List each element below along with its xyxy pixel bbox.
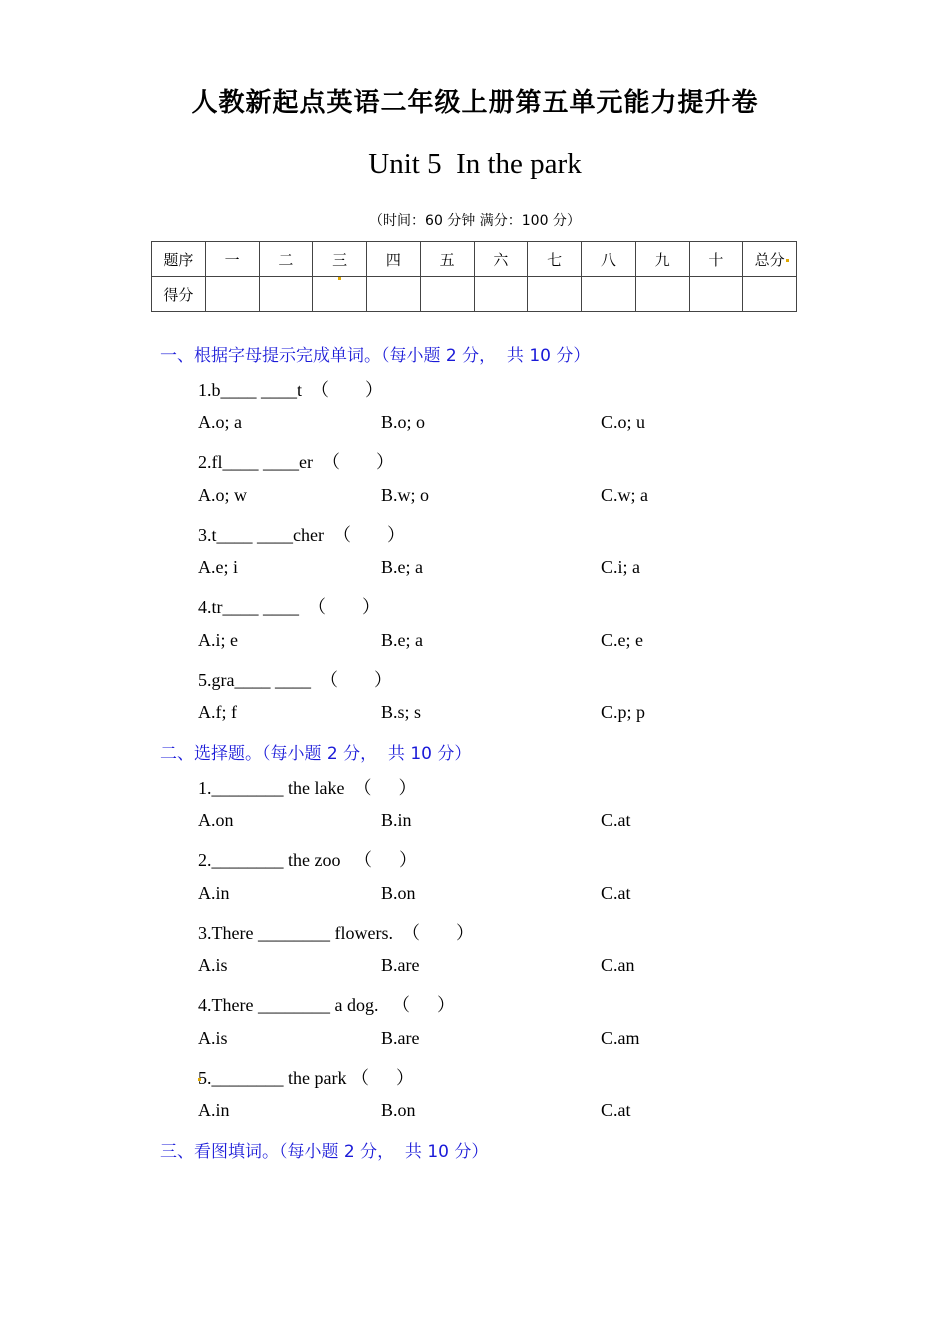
table-cell: 八 <box>582 242 636 277</box>
table-cell: 一 <box>205 242 259 277</box>
option-a: A.is <box>198 1028 228 1048</box>
table-cell: 五 <box>420 242 474 277</box>
question-stem: 3.There ________ flowers. （ ） <box>198 923 474 943</box>
table-cell: 四 <box>367 242 421 277</box>
decorative-dot <box>786 259 789 262</box>
table-cell: 二 <box>259 242 313 277</box>
option-a: A.i; e <box>198 630 238 650</box>
question-stem: 2.________ the zoo （ ） <box>198 850 417 870</box>
question-stem: 2.fl____ ____er （ ） <box>198 452 394 472</box>
option-a: A.e; i <box>198 557 238 577</box>
option-c: C.at <box>601 810 631 830</box>
section-heading: 二、选择题。（每小题 2 分， 共 10 分） <box>160 744 472 764</box>
score-input-cell <box>259 277 313 312</box>
option-a: A.o; w <box>198 485 247 505</box>
option-b: B.w; o <box>381 485 430 505</box>
table-cell: 得分 <box>152 277 206 312</box>
question-stem: 1.b____ ____t （ ） <box>198 380 384 400</box>
table-cell: 六 <box>474 242 528 277</box>
option-a: A.on <box>198 810 234 830</box>
table-cell: 九 <box>635 242 689 277</box>
score-input-cell <box>367 277 421 312</box>
table-cell: 题序 <box>152 242 206 277</box>
option-b: B.o; o <box>381 412 426 432</box>
option-c: C.o; u <box>601 412 646 432</box>
section-heading: 一、根据字母提示完成单词。（每小题 2 分， 共 10 分） <box>160 346 591 366</box>
option-b: B.are <box>381 1028 420 1048</box>
question-stem: 3.t____ ____cher （ ） <box>198 525 405 545</box>
option-b: B.on <box>381 1100 416 1120</box>
score-table-header-row <box>152 242 797 277</box>
score-input-cell <box>743 277 797 312</box>
decorative-dot <box>338 277 341 280</box>
question-stem: 5.gra____ ____ （ ） <box>198 670 392 690</box>
score-input-cell <box>635 277 689 312</box>
option-c: C.e; e <box>601 630 643 650</box>
score-table-score-row <box>152 277 797 312</box>
question-stem: 1.________ the lake （ ） <box>198 778 417 798</box>
table-cell: 三 <box>313 242 367 277</box>
unit-subtitle: Unit 5 In the park <box>368 148 582 180</box>
option-a: A.is <box>198 955 228 975</box>
exam-meta: （时间：60 分钟 满分：100 分） <box>369 213 581 229</box>
score-input-cell <box>689 277 743 312</box>
option-a: A.o; a <box>198 412 242 432</box>
table-cell: 十 <box>689 242 743 277</box>
option-a: A.f; f <box>198 702 237 722</box>
option-a: A.in <box>198 1100 230 1120</box>
option-c: C.an <box>601 955 635 975</box>
option-b: B.in <box>381 810 412 830</box>
score-input-cell <box>474 277 528 312</box>
page-title: 人教新起点英语二年级上册第五单元能力提升卷 <box>191 88 759 118</box>
option-a: A.in <box>198 883 230 903</box>
option-b: B.e; a <box>381 557 423 577</box>
option-c: C.i; a <box>601 557 640 577</box>
option-c: C.w; a <box>601 485 648 505</box>
option-c: C.at <box>601 883 631 903</box>
question-stem: 5.________ the park （ ） <box>198 1068 414 1088</box>
score-input-cell <box>420 277 474 312</box>
table-cell: 总分 <box>743 242 797 277</box>
question-stem: 4.There ________ a dog. （ ） <box>198 995 455 1015</box>
option-c: C.at <box>601 1100 631 1120</box>
option-b: B.e; a <box>381 630 423 650</box>
option-b: B.are <box>381 955 420 975</box>
section-heading: 三、看图填词。（每小题 2 分， 共 10 分） <box>160 1142 489 1162</box>
score-input-cell <box>313 277 367 312</box>
table-cell: 七 <box>528 242 582 277</box>
score-table <box>151 241 797 312</box>
score-input-cell <box>205 277 259 312</box>
option-c: C.am <box>601 1028 640 1048</box>
option-b: B.s; s <box>381 702 422 722</box>
question-stem: 4.tr____ ____ （ ） <box>198 597 380 617</box>
score-input-cell <box>582 277 636 312</box>
option-c: C.p; p <box>601 702 646 722</box>
option-b: B.on <box>381 883 416 903</box>
score-input-cell <box>528 277 582 312</box>
